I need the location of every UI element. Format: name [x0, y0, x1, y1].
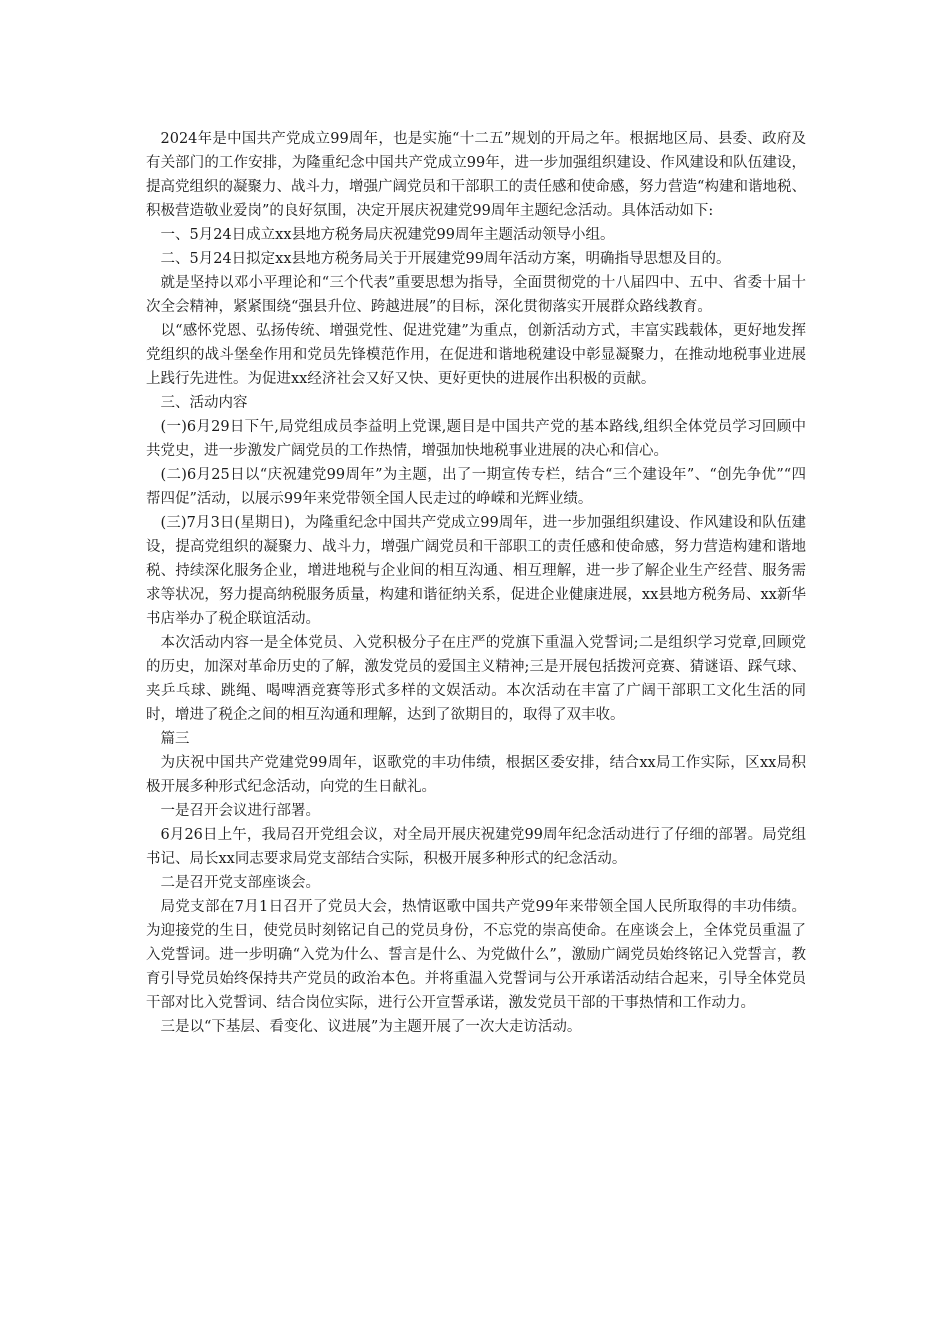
point-one-heading: 一是召开会议进行部署。 — [160, 803, 320, 819]
point-two-body: 局党支部在7月1日召开了党员大会，热情讴歌中国共产党99年来带领全国人民所取得的丰功伟绩。为迎接党的生日，使党员时刻铭记自己的党员身份，不忘党的崇高使命。在座谈会上，全体党员重温了入党誓词。进一步明确“入党为什么、誓言是什么、为党做什么”，激励广阔党员始终铭记入党誓言，教育引导党员始终保持共产党员的政治本色。并将重温入党誓词与公开承诺活动结合起来，引导全体党员干部对比入党誓词、结合岗位实际，进行公开宣誓承诺，激发党员干部的干事热情和工作动力。 — [146, 899, 806, 1011]
point-two-heading: 二是召开党支部座谈会。 — [160, 875, 320, 891]
intro-paragraph: 2024年是中国共产党成立99周年，也是实施“十二五”规划的开局之年。根据地区局、县委、政府及有关部门的工作安排，为隆重纪念中国共产党成立99年，进一步加强组织建设、作风建设和队伍建设，提高党组织的凝聚力、战斗力，增强广阔党员和干部职工的责任感和使命感，努力营造“构建和谐地税、积极营造敬业爱岗”的良好氛围，决定开展庆祝建党99周年主题纪念活动。具体活动如下: — [146, 131, 806, 219]
document-body — [146, 127, 806, 1039]
guiding-thought-paragraph: 就是坚持以邓小平理论和“三个代表”重要思想为指导，全面贯彻党的十八届四中、五中、省委十届十次全会精神，紧紧围绕“强县升位、跨越进展”的目标，深化贯彻落实开展群众路线教育。 — [146, 275, 806, 315]
section-heading-part-three: 篇三 — [160, 731, 190, 747]
item-two: 二、5月24日拟定xx县地方税务局关于开展建党99周年活动方案，明确指导思想及目的。 — [160, 251, 731, 267]
activity-one: (一)6月29日下午,局党组成员李益明上党课,题目是中国共产党的基本路线,组织全体党员学习回顾中共党史，进一步激发广阔党员的工作热情，增强加快地税事业进展的决心和信心。 — [146, 419, 806, 459]
section-heading-activities: 三、活动内容 — [160, 395, 248, 411]
point-one-body: 6月26日上午，我局召开党组会议，对全局开展庆祝建党99周年纪念活动进行了仔细的部署。局党组书记、局长xx同志要求局党支部结合实际，积极开展多种形式的纪念活动。 — [146, 827, 806, 867]
focus-paragraph: 以“感怀党恩、弘扬传统、增强党性、促进党建”为重点，创新活动方式，丰富实践载体，更好地发挥党组织的战斗堡垒作用和党员先锋模范作用，在促进和谐地税建设中彰显凝聚力，在推动地税事业进展上践行先进性。为促进xx经济社会又好又快、更好更快的进展作出积极的贡献。 — [146, 323, 806, 387]
point-three-heading: 三是以“下基层、看变化、议进展”为主题开展了一次大走访活动。 — [160, 1019, 582, 1035]
activity-three: (三)7月3日(星期日)，为隆重纪念中国共产党成立99周年，进一步加强组织建设、作风建设和队伍建设，提高党组织的凝聚力、战斗力，增强广阔党员和干部职工的责任感和使命感，努力营造构建和谐地税、持续深化服务企业，增进地税与企业间的相互沟通、相互理解，进一步了解企业生产经营、服务需求等状况，努力提高纳税服务质量，构建和谐征纳关系，促进企业健康进展，xx县地方税务局、xx新华书店举办了税企联谊活动。 — [146, 515, 806, 627]
part-three-intro: 为庆祝中国共产党建党99周年，讴歌党的丰功伟绩，根据区委安排，结合xx局工作实际，区xx局积极开展多种形式纪念活动，向党的生日献礼。 — [146, 755, 806, 795]
activity-two: (二)6月25日以“庆祝建党99周年”为主题，出了一期宣传专栏，结合“三个建设年”、“创先争优”“四帮四促”活动，以展示99年来党带领全国人民走过的峥嵘和光辉业绩。 — [146, 467, 806, 507]
item-one: 一、5月24日成立xx县地方税务局庆祝建党99周年主题活动领导小组。 — [160, 227, 615, 243]
activity-summary: 本次活动内容一是全体党员、入党积极分子在庄严的党旗下重温入党誓词;二是组织学习党章,回顾党的历史，加深对革命历史的了解，激发党员的爱国主义精神;三是开展包括拨河竞赛、猜谜语、踩气球、夹乒乓球、跳绳、喝啤酒竞赛等形式多样的文娱活动。本次活动在丰富了广阔干部职工文化生活的同时，增进了税企之间的相互沟通和理解，达到了欲期目的，取得了双丰收。 — [146, 635, 806, 723]
